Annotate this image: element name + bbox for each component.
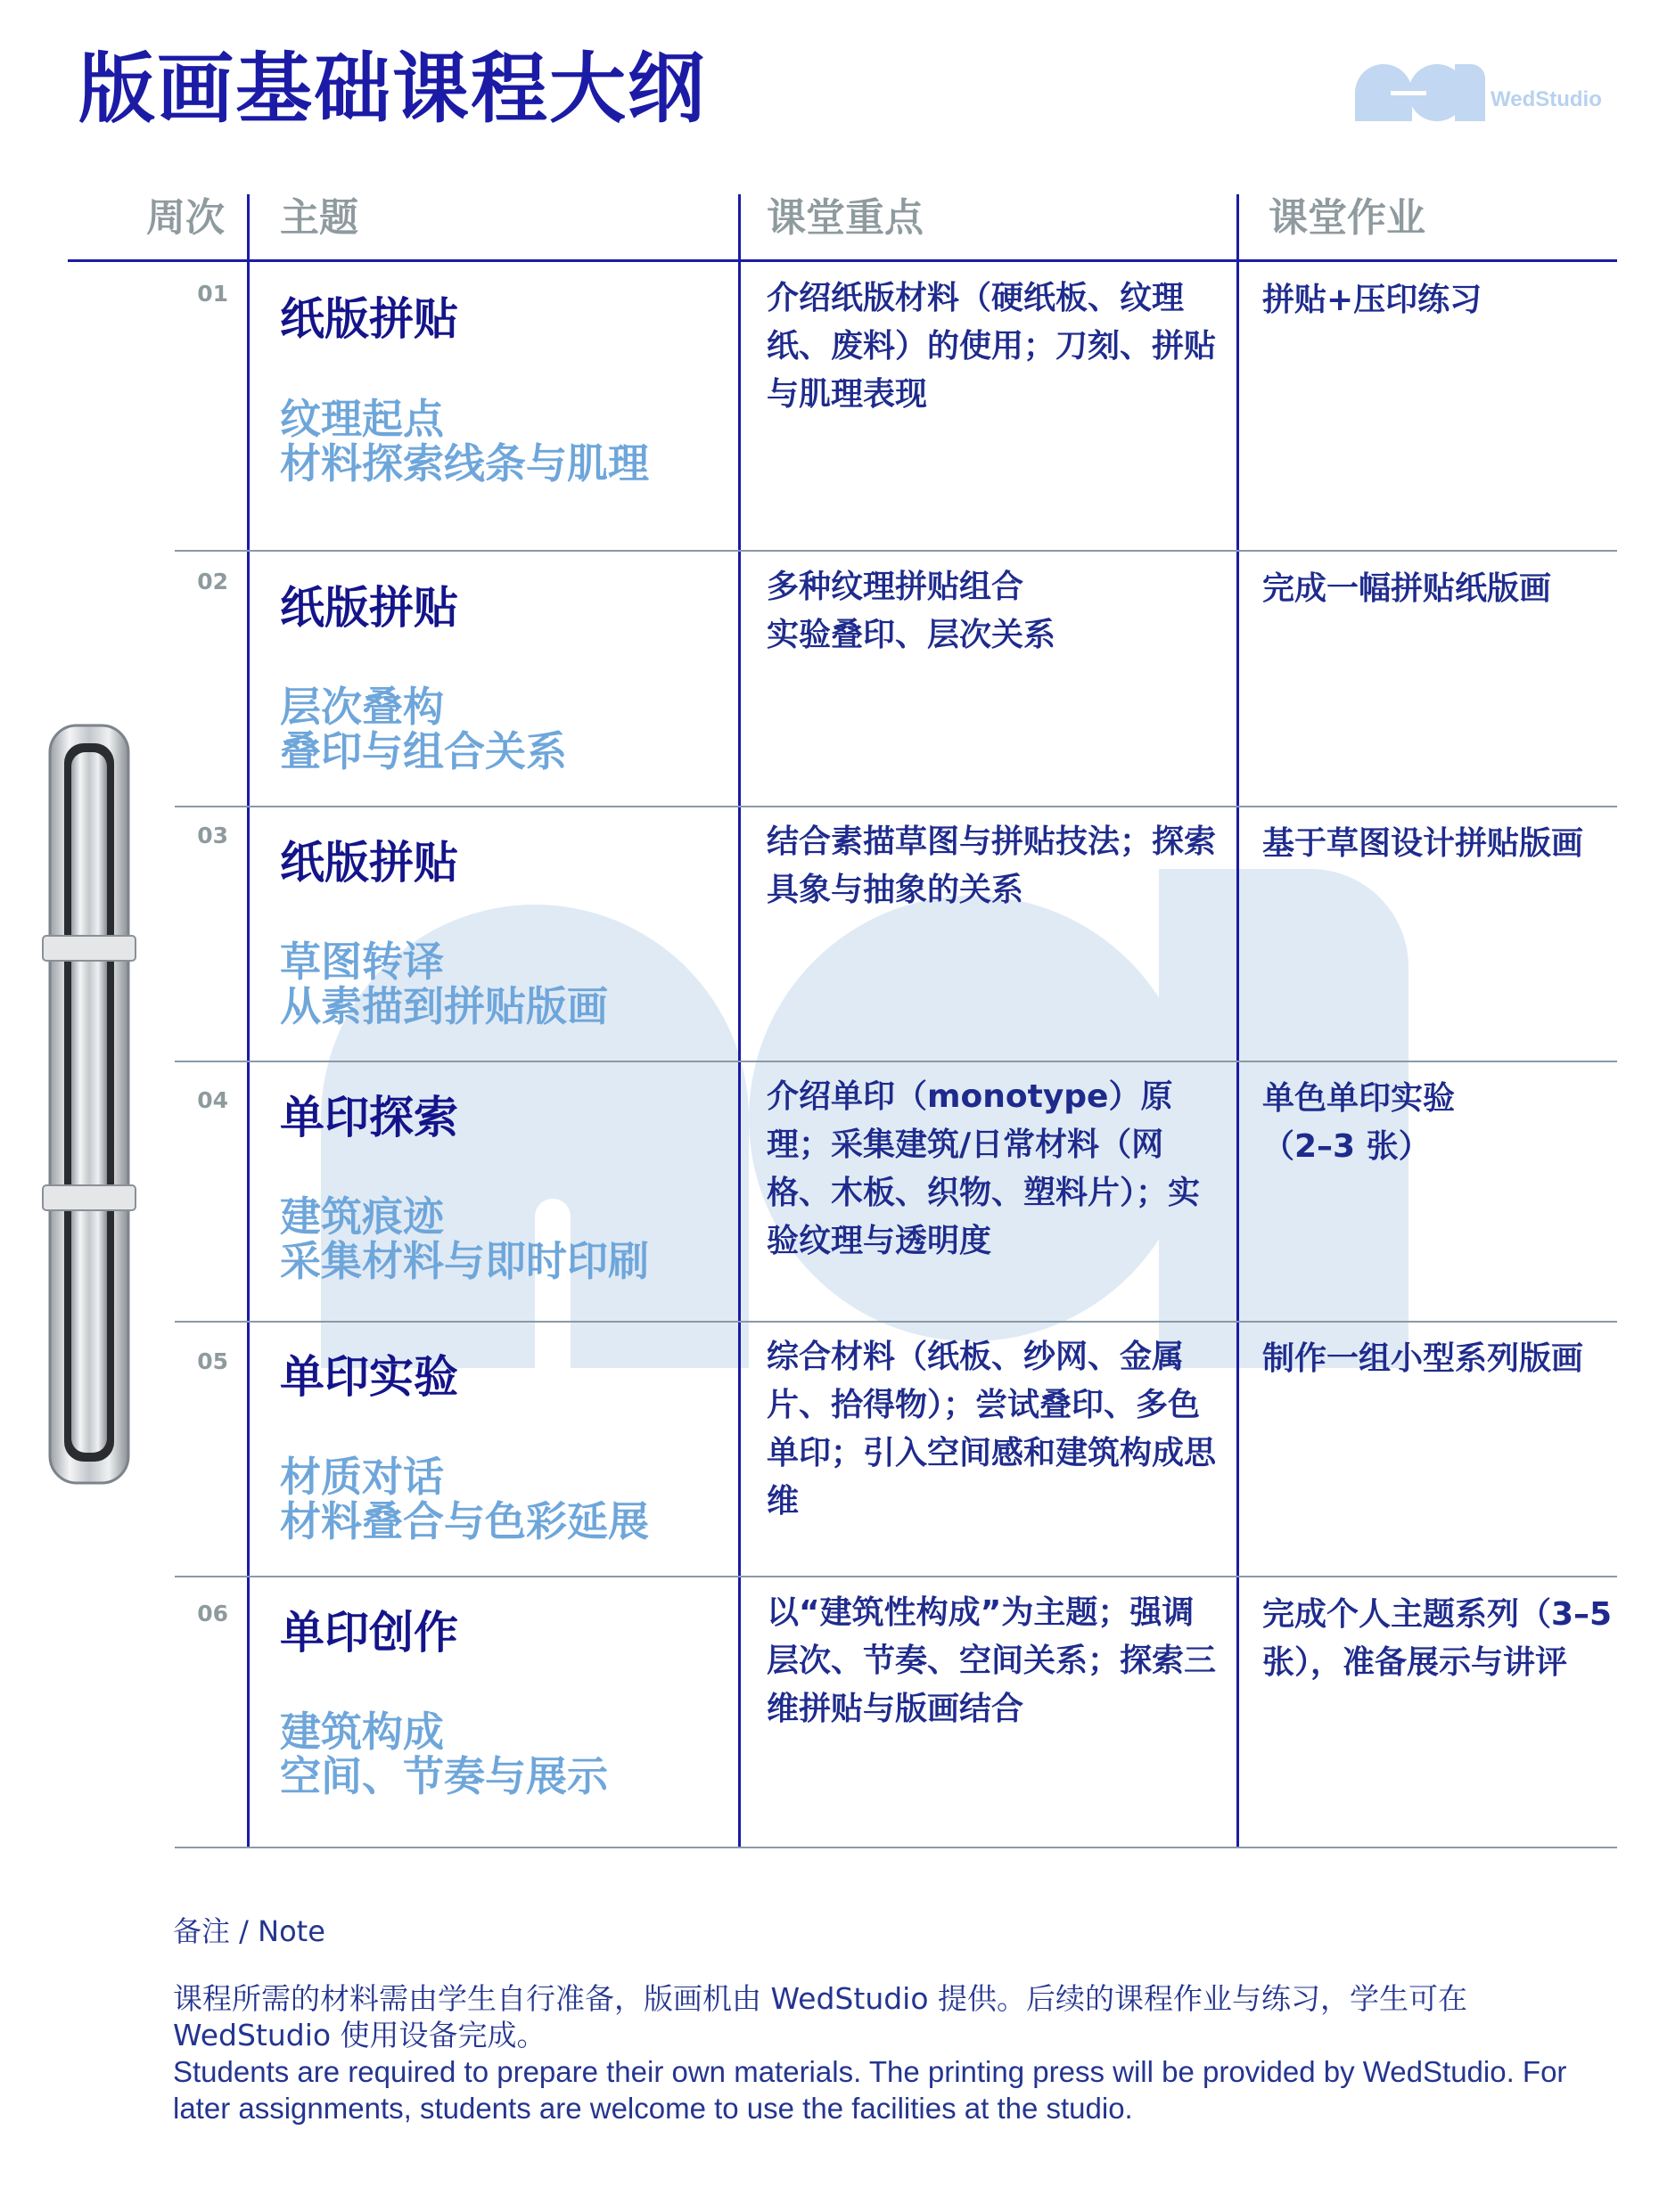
week-number: 05 xyxy=(197,1348,228,1374)
page-title: 版画基础课程大纲 xyxy=(78,45,706,134)
topic-subtitle: 材料探索线条与肌理 xyxy=(280,439,649,487)
class-focus: 以“建筑性构成”为主题；强调层次、节奏、空间关系；探索三维拼贴与版画结合 xyxy=(767,1594,1217,1727)
topic-subtitle: 材质对话 xyxy=(280,1453,444,1501)
note-title: 备注 / Note xyxy=(173,1914,325,1948)
topic-subtitle: 建筑构成 xyxy=(280,1708,444,1756)
week-number: 03 xyxy=(197,823,228,848)
week-number: 06 xyxy=(197,1601,228,1626)
topic-subtitle: 叠印与组合关系 xyxy=(280,727,567,775)
note-english: Students are required to prepare their own materials. The printing press will be provided by WedStudio. For later assignments, students are welcome to use the facilities at the studio. xyxy=(173,2055,1567,2125)
header-week: 周次 xyxy=(146,195,225,241)
header-topic: 主题 xyxy=(280,195,358,241)
class-homework: 拼贴+压印练习 xyxy=(1262,282,1482,318)
class-focus: 综合材料（纸板、纱网、金属片、拾得物）；尝试叠印、多色单印；引入空间感和建筑构成思维 xyxy=(767,1339,1217,1520)
header-divider xyxy=(68,259,1617,262)
note-chinese: 课程所需的材料需由学生自行准备，版画机由 WedStudio 提供。后续的课程作业与练习，学生可在 WedStudio 使用设备完成。 xyxy=(173,1981,1468,2052)
topic-subtitle: 空间、节奏与展示 xyxy=(280,1752,608,1800)
topic-title: 单印创作 xyxy=(280,1607,458,1659)
class-homework: 制作一组小型系列版画 xyxy=(1262,1340,1584,1377)
column-divider xyxy=(247,194,250,1847)
row-divider xyxy=(175,1061,1617,1062)
row-divider xyxy=(175,1847,1617,1848)
topic-title: 纸版拼贴 xyxy=(280,582,458,634)
brand-logo-icon xyxy=(1355,64,1485,121)
brand-name: WedStudio xyxy=(1491,87,1602,111)
row-divider xyxy=(175,806,1617,807)
header-homework: 课堂作业 xyxy=(1269,195,1425,241)
topic-title: 单印探索 xyxy=(280,1092,458,1143)
class-homework: 基于草图设计拼贴版画 xyxy=(1262,825,1584,862)
class-focus: 介绍纸版材料（硬纸板、纹理纸、废料）的使用；刀刻、拼贴与肌理表现 xyxy=(767,280,1217,413)
class-focus: 多种纹理拼贴组合 实验叠印、层次关系 xyxy=(767,569,1056,653)
topic-subtitle: 从素描到拼贴版画 xyxy=(280,982,608,1030)
note-body xyxy=(173,1980,1617,2126)
topic-subtitle: 材料叠合与色彩延展 xyxy=(280,1497,649,1545)
week-number: 02 xyxy=(197,569,228,594)
class-focus: 介绍单印（monotype）原理；采集建筑/日常材料（网格、木板、织物、塑料片）；实验纹理与透明度 xyxy=(767,1078,1201,1259)
column-divider xyxy=(738,194,741,1847)
class-focus: 结合素描草图与拼贴技法；探索具象与抽象的关系 xyxy=(767,823,1217,908)
class-homework: 单色单印实验 （2–3 张） xyxy=(1262,1080,1456,1165)
row-divider xyxy=(175,1321,1617,1323)
binder-clip-image xyxy=(39,722,139,1488)
topic-title: 单印实验 xyxy=(280,1351,458,1403)
topic-subtitle: 草图转译 xyxy=(280,938,444,986)
class-homework: 完成一幅拼贴纸版画 xyxy=(1262,570,1552,607)
week-number: 04 xyxy=(197,1087,228,1113)
topic-subtitle: 纹理起点 xyxy=(280,395,444,443)
header-focus: 课堂重点 xyxy=(767,195,924,241)
topic-title: 纸版拼贴 xyxy=(280,837,458,889)
topic-subtitle: 建筑痕迹 xyxy=(280,1192,444,1241)
class-homework: 完成个人主题系列（3–5 张），准备展示与讲评 xyxy=(1262,1596,1613,1681)
topic-title: 纸版拼贴 xyxy=(280,293,458,345)
week-number: 01 xyxy=(197,281,228,307)
column-divider xyxy=(1236,194,1239,1847)
topic-subtitle: 层次叠构 xyxy=(280,683,444,731)
row-divider xyxy=(175,550,1617,552)
topic-subtitle: 采集材料与即时印刷 xyxy=(280,1237,649,1285)
row-divider xyxy=(175,1576,1617,1577)
